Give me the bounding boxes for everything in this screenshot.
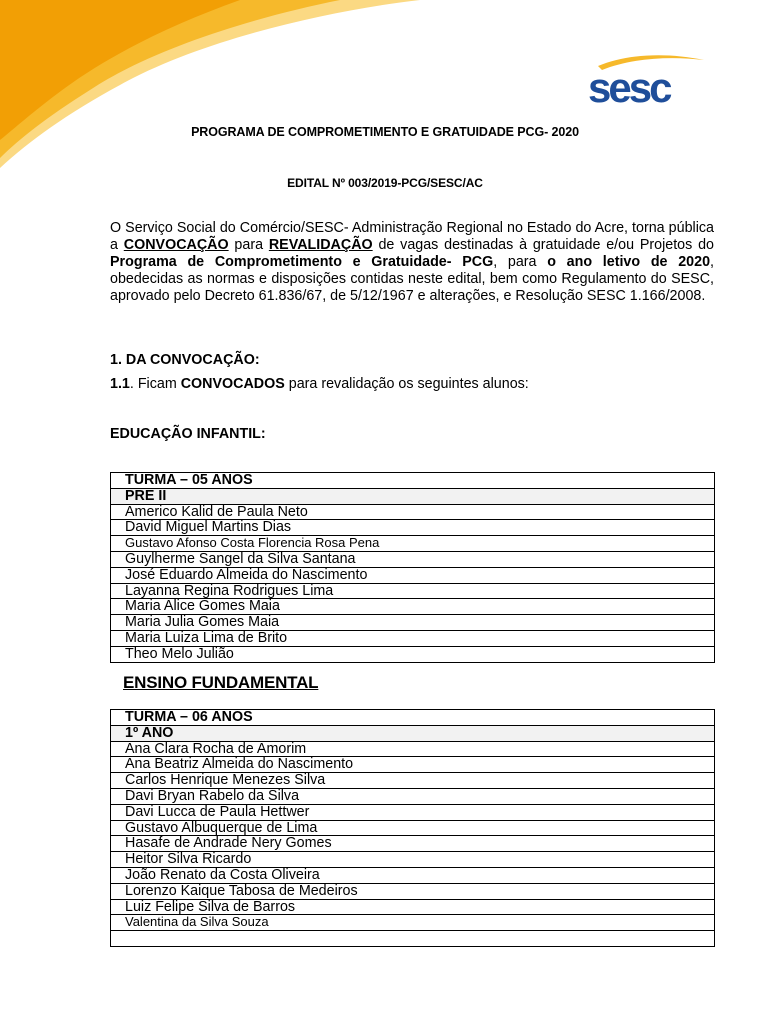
ensino-fundamental-table	[110, 709, 715, 947]
table-header-row	[111, 473, 715, 489]
turma-cell: TURMA – 06 ANOS	[111, 710, 715, 726]
ensino-fundamental-table-body	[111, 710, 715, 947]
table-header-row	[111, 710, 715, 726]
student-cell: Valentina da Silva Souza	[111, 915, 715, 931]
student-cell-empty	[111, 931, 715, 947]
header-swoosh-graphic	[0, 0, 420, 175]
table-row	[111, 931, 715, 947]
table-row	[111, 583, 715, 599]
table-row	[111, 883, 715, 899]
intro-text-4: , para	[493, 253, 548, 270]
table-row	[111, 567, 715, 583]
intro-text-5: , obedecidas as normas e disposições contidas neste edital, bem como Regulamento do SESC, aprovado pelo Decreto 61.836/67, de 5/12/1967 e alterações, e Resolução SESC 1.166/2008.	[110, 253, 715, 304]
table-row	[111, 915, 715, 931]
section-1-1-convocados: CONVOCADOS	[180, 376, 285, 392]
intro-text-3: de vagas destinadas à gratuidade e/ou Projetos do	[372, 236, 714, 253]
program-title: PROGRAMA DE COMPROMETIMENTO E GRATUIDADE PCG- 2020	[191, 125, 579, 139]
logo-text: sesc	[588, 64, 670, 106]
student-cell: Gustavo Afonso Costa Florencia Rosa Pena	[111, 536, 715, 552]
table-row	[111, 520, 715, 536]
student-cell: Hasafe de Andrade Nery Gomes	[111, 836, 715, 852]
intro-text-1: O Serviço Social do Comércio/SESC- Administração Regional no Estado do Acre, torna pública a	[110, 220, 714, 253]
section-1-1-number: 1.1	[110, 376, 130, 392]
table-row	[111, 599, 715, 615]
student-cell: David Miguel Martins Dias	[111, 520, 715, 536]
table-row	[111, 757, 715, 773]
student-cell: Gustavo Albuquerque de Lima	[111, 820, 715, 836]
table-row	[111, 504, 715, 520]
table-group-row	[111, 725, 715, 741]
intro-revalidacao: REVALIDAÇÃO	[268, 236, 373, 253]
table-row	[111, 630, 715, 646]
educacao-infantil-heading: EDUCAÇÃO INFANTIL:	[110, 426, 266, 442]
table-row	[111, 867, 715, 883]
student-cell: Davi Lucca de Paula Hettwer	[111, 804, 715, 820]
intro-programa: Programa de Comprometimento e Gratuidade- PCG	[110, 253, 494, 270]
student-cell: José Eduardo Almeida do Nascimento	[111, 567, 715, 583]
table-row	[111, 615, 715, 631]
student-cell: Theo Melo Julião	[111, 646, 715, 662]
section-1-1-text-b: para revalidação os seguintes alunos:	[284, 376, 529, 392]
student-cell: Maria Julia Gomes Maia	[111, 615, 715, 631]
table-row	[111, 820, 715, 836]
student-cell: Layanna Regina Rodrigues Lima	[111, 583, 715, 599]
table-group-row	[111, 488, 715, 504]
student-cell: Maria Alice Gomes Maia	[111, 599, 715, 615]
educacao-infantil-table-body	[111, 473, 715, 663]
table-row	[111, 773, 715, 789]
table-row	[111, 551, 715, 567]
intro-text-2: para	[228, 236, 269, 253]
student-cell: Ana Beatriz Almeida do Nascimento	[111, 757, 715, 773]
intro-paragraph	[110, 220, 714, 305]
section-1-heading: 1. DA CONVOCAÇÃO:	[110, 352, 260, 368]
student-cell: Guylherme Sangel da Silva Santana	[111, 551, 715, 567]
student-cell: Davi Bryan Rabelo da Silva	[111, 788, 715, 804]
table-row	[111, 899, 715, 915]
intro-convocacao: CONVOCAÇÃO	[123, 236, 229, 253]
sesc-logo	[586, 52, 710, 106]
educacao-infantil-table	[110, 472, 715, 663]
grupo-cell: 1º ANO	[111, 725, 715, 741]
student-cell: Carlos Henrique Menezes Silva	[111, 773, 715, 789]
section-1-1-text	[110, 376, 529, 392]
student-cell: Maria Luiza Lima de Brito	[111, 630, 715, 646]
table-row	[111, 852, 715, 868]
student-cell: Americo Kalid de Paula Neto	[111, 504, 715, 520]
student-cell: João Renato da Costa Oliveira	[111, 867, 715, 883]
table-row	[111, 804, 715, 820]
student-cell: Heitor Silva Ricardo	[111, 852, 715, 868]
edital-title: EDITAL Nº 003/2019-PCG/SESC/AC	[287, 176, 483, 190]
table-row	[111, 646, 715, 662]
ensino-fundamental-heading: ENSINO FUNDAMENTAL	[123, 673, 319, 692]
table-row	[111, 836, 715, 852]
table-row	[111, 788, 715, 804]
intro-ano-letivo: o ano letivo de 2020	[547, 253, 711, 270]
student-cell: Lorenzo Kaique Tabosa de Medeiros	[111, 883, 715, 899]
grupo-cell: PRE II	[111, 488, 715, 504]
section-1-1-text-a: . Ficam	[129, 376, 181, 392]
turma-cell: TURMA – 05 ANOS	[111, 473, 715, 489]
table-row	[111, 741, 715, 757]
student-cell: Ana Clara Rocha de Amorim	[111, 741, 715, 757]
student-cell: Luiz Felipe Silva de Barros	[111, 899, 715, 915]
table-row	[111, 536, 715, 552]
